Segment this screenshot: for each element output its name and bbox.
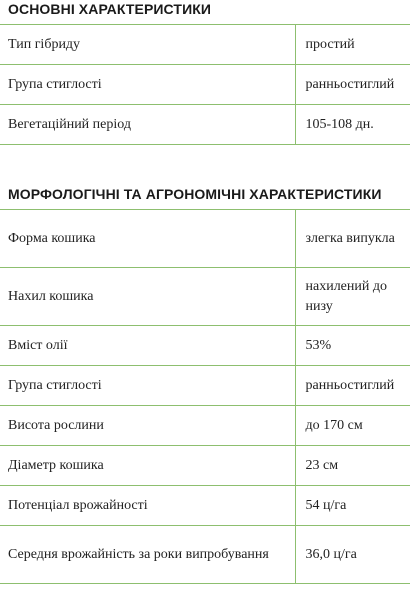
morphological-characteristics-table xyxy=(0,209,410,584)
row-value: 54 ц/га xyxy=(295,486,410,526)
table-row xyxy=(0,526,410,584)
table-row xyxy=(0,210,410,268)
table-row xyxy=(0,105,410,145)
table-row xyxy=(0,486,410,526)
row-value: ранньостиглий xyxy=(295,366,410,406)
row-value: до 170 см xyxy=(295,406,410,446)
row-label: Група стиглості xyxy=(8,76,102,92)
basic-characteristics-table xyxy=(0,24,410,145)
table-row xyxy=(0,406,410,446)
row-value: 23 см xyxy=(295,446,410,486)
row-label: Вегетаційний період xyxy=(8,116,131,132)
row-label: Тип гібриду xyxy=(8,36,81,52)
row-label: Група стиглості xyxy=(8,377,102,393)
row-value: нахилений до низу xyxy=(295,268,410,326)
row-value: 105-108 дн. xyxy=(295,105,410,145)
row-label: Висота рослини xyxy=(8,417,104,433)
row-value: 53% xyxy=(295,326,410,366)
row-label: Середня врожайність за роки випробування xyxy=(8,546,269,562)
morphological-characteristics-title: МОРФОЛОГІЧНІ ТА АГРОНОМІЧНІ ХАРАКТЕРИСТИКИ xyxy=(8,186,382,202)
table-row xyxy=(0,25,410,65)
row-label: Нахил кошика xyxy=(8,288,94,304)
table-row xyxy=(0,446,410,486)
row-value: простий xyxy=(295,25,410,65)
row-value: 36,0 ц/га xyxy=(295,526,410,584)
table-row xyxy=(0,65,410,105)
table-row xyxy=(0,326,410,366)
row-label: Потенціал врожайності xyxy=(8,497,148,513)
row-label: Вміст олії xyxy=(8,337,68,353)
row-label: Форма кошика xyxy=(8,230,96,246)
row-label: Діаметр кошика xyxy=(8,457,104,473)
table-row xyxy=(0,366,410,406)
row-value: злегка випукла xyxy=(295,210,410,268)
table-row xyxy=(0,268,410,326)
row-value: ранньостиглий xyxy=(295,65,410,105)
basic-characteristics-title: ОСНОВНІ ХАРАКТЕРИСТИКИ xyxy=(8,1,212,17)
